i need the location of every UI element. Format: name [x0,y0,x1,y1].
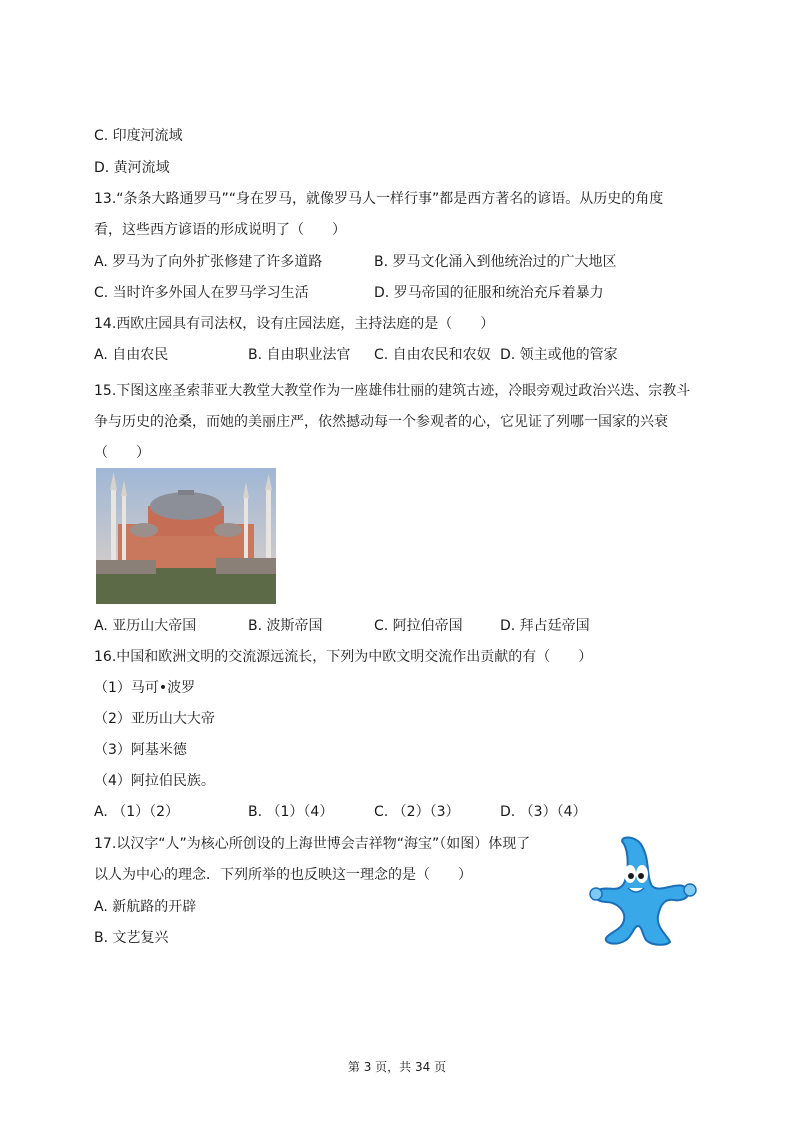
q17-option-b: B. 文艺复兴 [94,930,169,946]
q13-option-d: D. 罗马帝国的征服和统治充斥着暴力 [374,285,604,301]
q13-option-b: B. 罗马文化涌入到他统治过的广大地区 [374,254,617,270]
q15-option-d: D. 拜占廷帝国 [500,618,590,634]
q14-option-b: B. 自由职业法官 [248,347,351,363]
q14-option-c: C. 自由农民和农奴 [374,347,491,363]
question-14: 14.西欧庄园具有司法权，设有庄园法庭，主持法庭的是（ ） [94,316,495,332]
q17-option-a: A. 新航路的开辟 [94,899,197,915]
question-15: 15.下图这座圣索菲亚大教堂大教堂作为一座雄伟壮丽的建筑古迹，冷眼旁观过政治兴迭、宗教斗争与历史的沧桑，而她的美丽庄严，依然撼动每一个参观者的心，它见证了列哪一国家的兴衰（ ） [94,383,691,461]
question-17-line1: 17.以汉字“人”为核心所创设的上海世博会吉祥物“海宝”（如图）体现了 [94,836,531,852]
q16-item-1: （1）马可•波罗 [94,680,196,696]
q16-option-d: D. （3）（4） [500,804,587,820]
haibao-mascot-image [586,836,702,948]
page-footer: 第 3 页，共 34 页 [347,1060,447,1074]
q13-option-a: A. 罗马为了向外扩张修建了许多道路 [94,254,323,270]
question-16: 16.中国和欧洲文明的交流源远流长，下列为中欧文明交流作出贡献的有（ ） [94,649,593,665]
q15-option-c: C. 阿拉伯帝国 [374,618,463,634]
q15-option-a: A. 亚历山大帝国 [94,618,197,634]
q14-option-d: D. 领主或他的管家 [500,347,618,363]
question-13-line1: 13.“条条大路通罗马”“身在罗马，就像罗马人一样行事”都是西方著名的谚语。从历史的角度 [94,191,664,207]
q16-item-2: （2）亚历山大大帝 [94,711,215,727]
q16-item-4: （4）阿拉伯民族。 [94,773,215,789]
q16-item-3: （3）阿基米德 [94,742,187,758]
q16-option-b: B. （1）（4） [248,804,334,820]
q14-option-a: A. 自由农民 [94,347,169,363]
q15-option-b: B. 波斯帝国 [248,618,323,634]
option-c-prev: C. 印度河流域 [94,128,183,144]
q16-option-a: A. （1）（2） [94,804,180,820]
hagia-sophia-photo [96,468,276,604]
option-d-prev: D. 黄河流域 [94,160,170,176]
question-17-line2: 以人为中心的理念．下列所举的也反映这一理念的是（ ） [94,867,472,883]
q13-option-c: C. 当时许多外国人在罗马学习生活 [94,285,309,301]
q16-option-c: C. （2）（3） [374,804,460,820]
question-13-line2: 看，这些西方谚语的形成说明了（ ） [94,222,346,238]
